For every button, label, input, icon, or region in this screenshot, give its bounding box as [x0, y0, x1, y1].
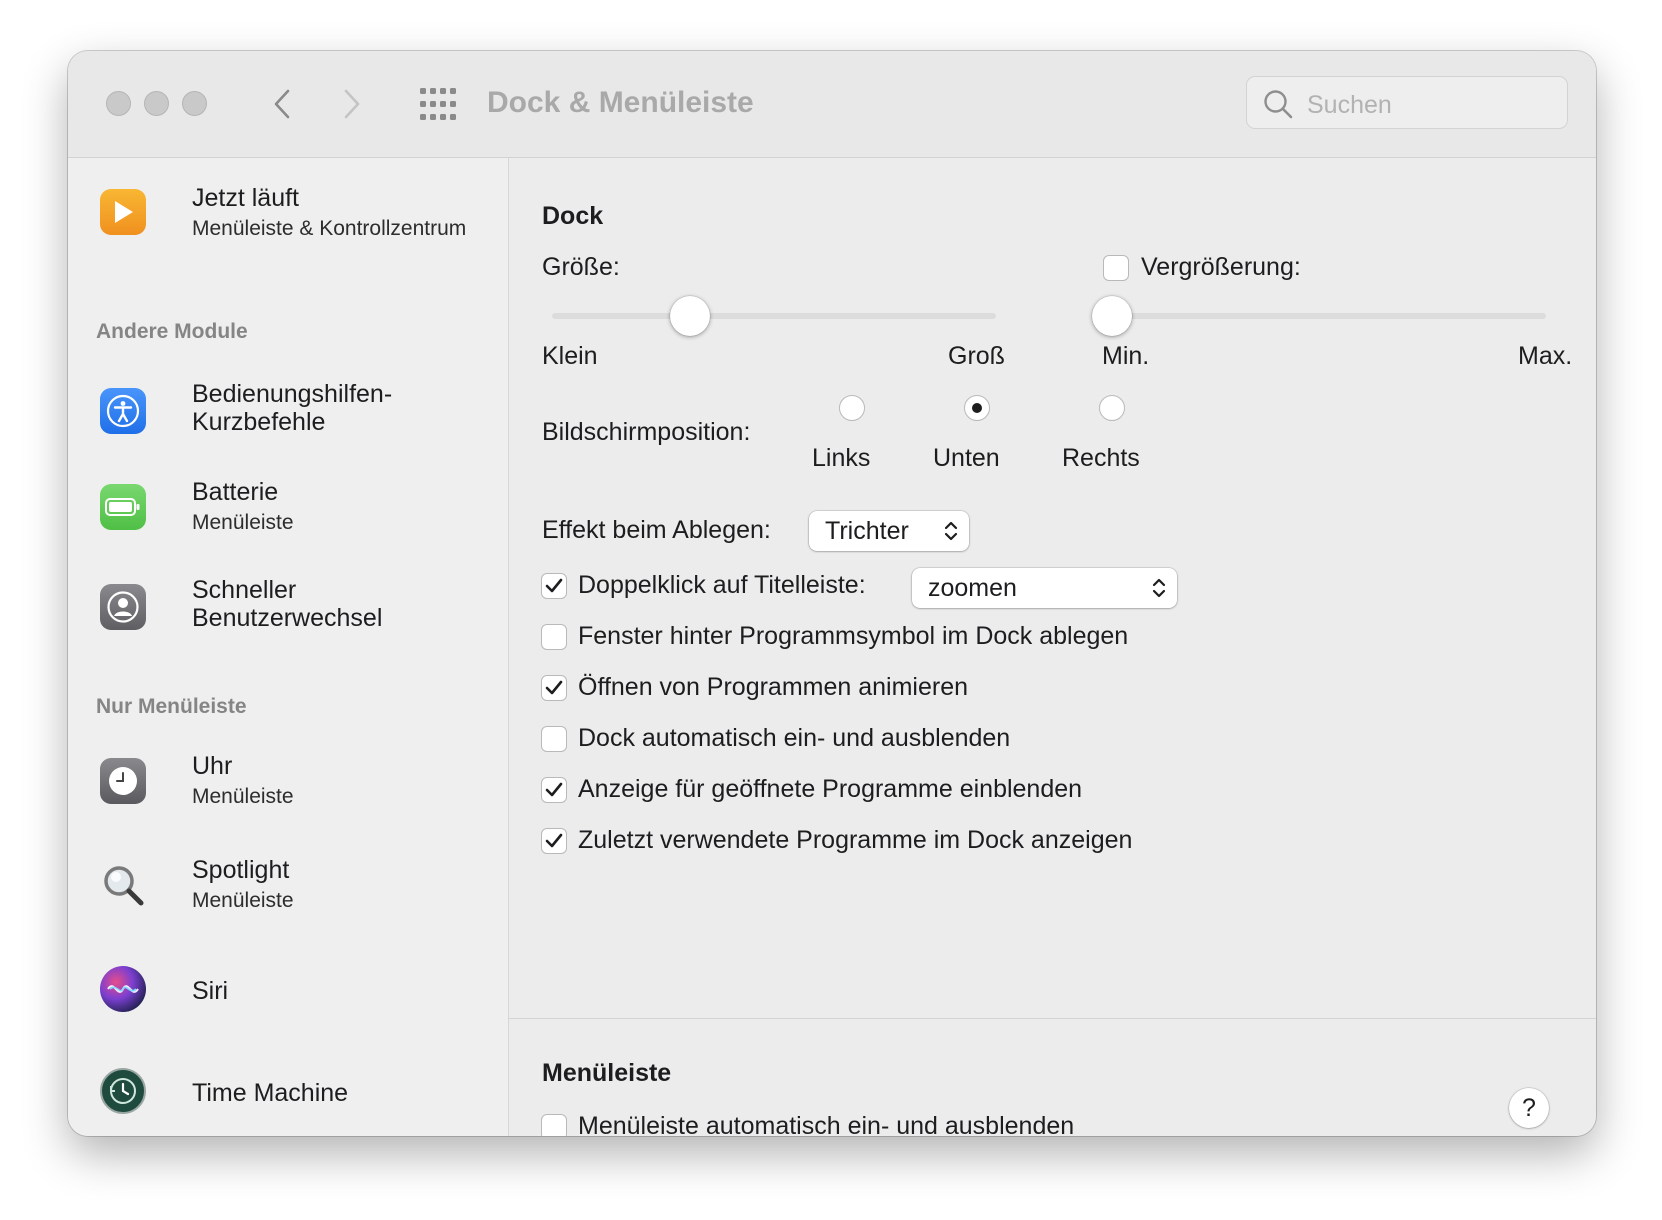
chevron-left-icon — [273, 89, 291, 119]
option-label: Anzeige für geöffnete Programme einblenden — [578, 775, 1083, 803]
siri-icon — [100, 966, 146, 1012]
up-down-chevron-icon — [943, 519, 959, 543]
magnification-min-label: Min. — [1102, 342, 1150, 370]
sidebar-item-title: Siri — [192, 977, 229, 1005]
checkmark-icon — [545, 782, 563, 798]
magnification-max-label: Max. — [1518, 342, 1573, 370]
back-button[interactable] — [262, 82, 302, 126]
sidebar-item-subtitle: Menüleiste — [192, 889, 294, 912]
sidebar-item-title: Jetzt läuft — [192, 184, 299, 212]
size-label: Größe: — [542, 253, 620, 281]
sidebar-item-subtitle: Menüleiste — [192, 785, 294, 808]
magnification-slider-knob[interactable] — [1092, 296, 1132, 336]
sidebar-item-siri[interactable] — [100, 961, 480, 1021]
minimize-window-button[interactable] — [144, 91, 169, 116]
sidebar-item-subtitle: Menüleiste & Kontrollzentrum — [192, 217, 467, 240]
magnification-label: Vergrößerung: — [1141, 253, 1301, 281]
sidebar-item-title: Spotlight — [192, 856, 290, 884]
sidebar-item-title: Bedienungshilfen- — [192, 380, 393, 408]
position-label: Bildschirmposition: — [542, 418, 751, 446]
sidebar-item-title-line2: Kurzbefehle — [192, 408, 326, 436]
menubar-section-title: Menüleiste — [542, 1059, 672, 1087]
chevron-right-icon — [343, 89, 361, 119]
sidebar-item-battery[interactable] — [100, 478, 480, 538]
doubleclick-action-popup[interactable] — [912, 568, 1177, 608]
option-checkbox-show-recent-apps[interactable] — [541, 828, 567, 854]
search-placeholder: Suchen — [1307, 91, 1392, 119]
minimize-effect-label: Effekt beim Ablegen: — [542, 516, 771, 544]
search-input[interactable] — [1246, 76, 1568, 129]
position-radio-bottom[interactable] — [964, 395, 990, 421]
sidebar-item-title: Batterie — [192, 478, 279, 506]
minimize-effect-popup[interactable] — [809, 511, 969, 551]
system-preferences-window — [68, 51, 1596, 1136]
sidebar-item-now-playing[interactable] — [100, 184, 480, 244]
radio-selected-dot — [972, 403, 982, 413]
sidebar-item-title: Schneller — [192, 576, 297, 604]
search-icon — [1263, 89, 1293, 119]
section-header-menubar-only: Nur Menüleiste — [96, 695, 247, 718]
dock-section-title: Dock — [542, 202, 604, 230]
size-slider-knob[interactable] — [670, 296, 710, 336]
checkmark-icon — [545, 680, 563, 696]
position-bottom-label: Unten — [933, 444, 1000, 472]
sidebar-item-subtitle: Menüleiste — [192, 511, 294, 534]
user-icon — [100, 584, 146, 630]
checkmark-icon — [545, 833, 563, 849]
main-pane — [509, 158, 1596, 1136]
magnifier-icon — [100, 862, 146, 908]
menubar-autohide-label: Menüleiste automatisch ein- und ausblenden — [578, 1112, 1075, 1136]
sidebar — [68, 158, 509, 1136]
help-button[interactable]: ? — [1509, 1088, 1549, 1128]
up-down-chevron-icon — [1151, 576, 1167, 600]
section-divider — [509, 1018, 1596, 1019]
doubleclick-action-value: zoomen — [928, 574, 1017, 602]
position-radio-right[interactable] — [1099, 395, 1125, 421]
close-window-button[interactable] — [106, 91, 131, 116]
position-radio-left[interactable] — [839, 395, 865, 421]
option-label: Zuletzt verwendete Programme im Dock anzeigen — [578, 826, 1133, 854]
sidebar-item-accessibility-shortcuts[interactable] — [100, 380, 480, 440]
size-slider-track[interactable] — [552, 313, 996, 319]
magnification-checkbox[interactable] — [1103, 255, 1129, 281]
section-header-other-modules: Andere Module — [96, 320, 248, 343]
battery-icon — [100, 484, 146, 530]
time-machine-icon — [100, 1068, 146, 1114]
option-checkbox-autohide-dock[interactable] — [541, 726, 567, 752]
title-bar — [68, 51, 1596, 158]
position-left-label: Links — [812, 444, 871, 472]
zoom-window-button[interactable] — [182, 91, 207, 116]
option-label: Öffnen von Programmen animieren — [578, 673, 969, 701]
size-max-label: Groß — [948, 342, 1005, 370]
forward-button[interactable] — [332, 82, 372, 126]
doubleclick-label: Doppelklick auf Titelleiste: — [578, 571, 866, 599]
sidebar-item-fast-user-switching[interactable] — [100, 576, 480, 636]
magnification-slider-track[interactable] — [1112, 313, 1546, 319]
checkmark-icon — [545, 578, 563, 594]
sidebar-item-title: Uhr — [192, 752, 233, 780]
play-icon — [100, 189, 146, 235]
sidebar-item-time-machine[interactable] — [100, 1063, 480, 1123]
show-all-grid-icon[interactable] — [420, 86, 456, 122]
option-label: Fenster hinter Programmsymbol im Dock ablegen — [578, 622, 1129, 650]
option-checkbox-show-indicators[interactable] — [541, 777, 567, 803]
menubar-autohide-checkbox[interactable] — [541, 1114, 567, 1136]
sidebar-item-title: Time Machine — [192, 1079, 349, 1107]
option-checkbox-minimize-into-icon[interactable] — [541, 624, 567, 650]
option-label: Dock automatisch ein- und ausblenden — [578, 724, 1011, 752]
sidebar-item-spotlight[interactable] — [100, 856, 480, 916]
doubleclick-checkbox[interactable] — [541, 573, 567, 599]
minimize-effect-value: Trichter — [825, 517, 909, 545]
sidebar-item-title-line2: Benutzerwechsel — [192, 604, 383, 632]
option-checkbox-animate-opening[interactable] — [541, 675, 567, 701]
size-min-label: Klein — [542, 342, 598, 370]
window-title: Dock & Menüleiste — [487, 86, 754, 119]
position-right-label: Rechts — [1062, 444, 1140, 472]
sidebar-item-clock[interactable] — [100, 752, 480, 812]
clock-icon — [100, 758, 146, 804]
accessibility-icon — [100, 388, 146, 434]
